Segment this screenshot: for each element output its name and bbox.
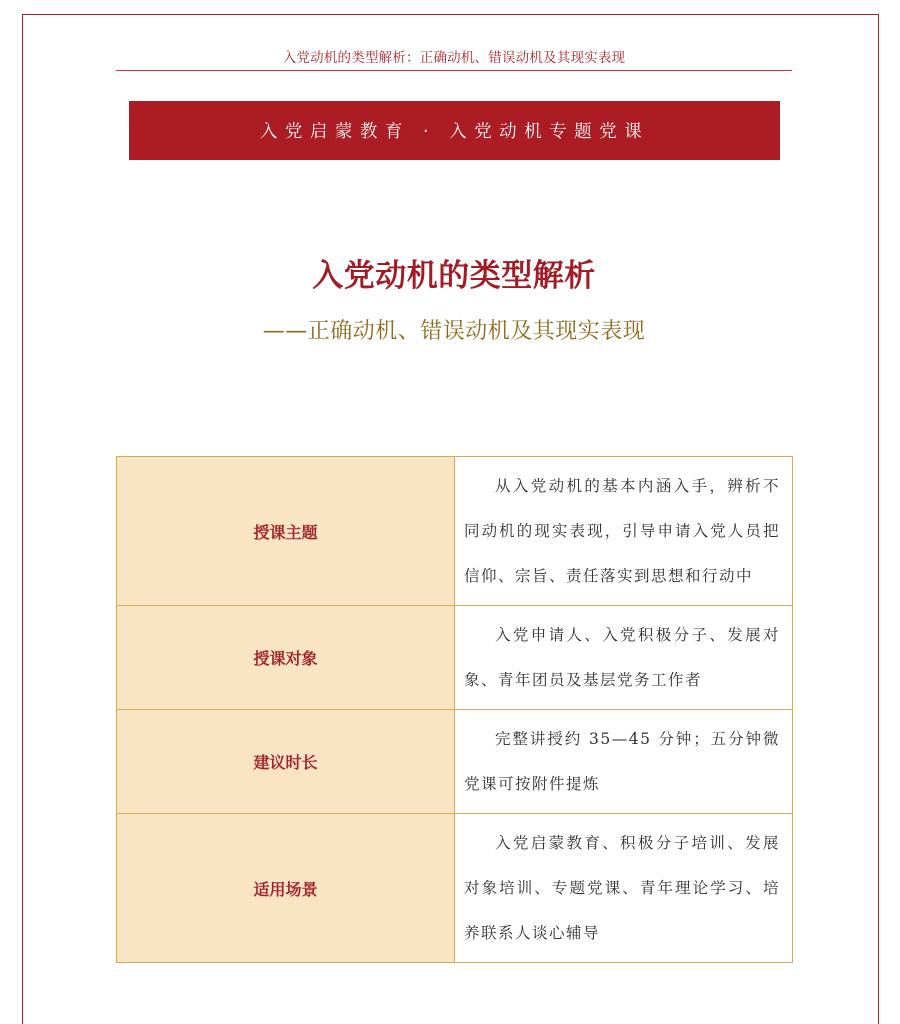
course-info-table: [116, 456, 793, 963]
table-row: [117, 814, 793, 963]
table-row: [117, 457, 793, 606]
running-header: 入党动机的类型解析：正确动机、错误动机及其现实表现: [282, 50, 626, 66]
row-value-duration: 完整讲授约 35—45 分钟；五分钟微党课可按附件提炼: [455, 710, 793, 814]
row-value-scenario: 入党启蒙教育、积极分子培训、发展对象培训、专题党课、青年理论学习、培养联系人谈心辅导: [455, 814, 793, 963]
row-value-audience: 入党申请人、入党积极分子、发展对象、青年团员及基层党务工作者: [455, 606, 793, 710]
course-banner: [129, 101, 780, 160]
row-label-duration: 建议时长: [117, 710, 455, 814]
row-label-topic: 授课主题: [117, 457, 455, 606]
row-value-topic: 从入党动机的基本内涵入手，辨析不同动机的现实表现，引导申请入党人员把信仰、宗旨、责任落实到思想和行动中: [455, 457, 793, 606]
table-row: [117, 606, 793, 710]
page-subtitle: ——正确动机、错误动机及其现实表现: [262, 319, 646, 344]
header-divider: [116, 70, 792, 71]
page-title: 入党动机的类型解析: [312, 258, 596, 294]
table-row: [117, 710, 793, 814]
banner-text: 入党启蒙教育 · 入党动机专题党课: [259, 122, 650, 142]
row-label-audience: 授课对象: [117, 606, 455, 710]
row-label-scenario: 适用场景: [117, 814, 455, 963]
